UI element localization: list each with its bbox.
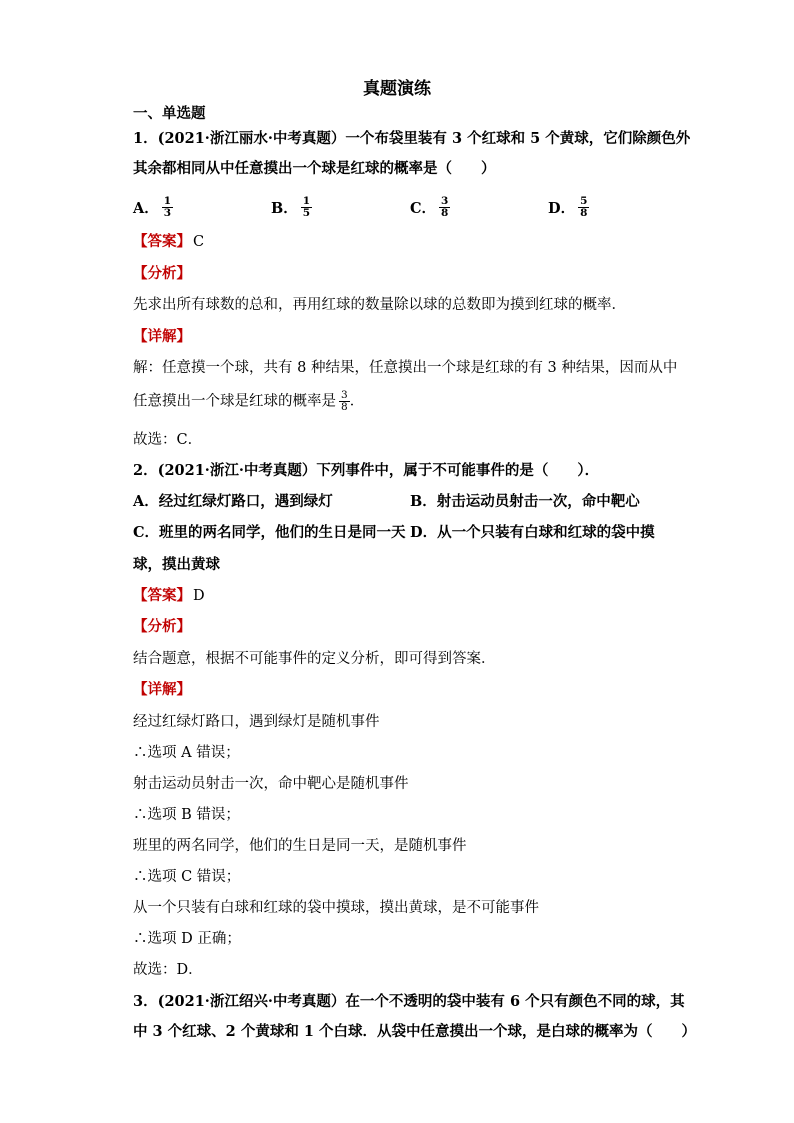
q2-conclusion: 故选：D． bbox=[133, 962, 203, 978]
q1-stem-line2: 其余都相同从中任意摸出一个球是红球的概率是（ ） bbox=[133, 160, 496, 177]
q3-stem-line2: 中 3 个红球、2 个黄球和 1 个白球．从袋中任意摸出一个球，是白球的概率为（ ） bbox=[133, 1023, 697, 1040]
numerator: 3 bbox=[341, 389, 348, 401]
option-letter: D． bbox=[548, 200, 576, 217]
q1-detail-line1: 解：任意摸一个球，共有 8 种结果，任意摸出一个球是红球的有 3 种结果，因而从中 bbox=[133, 360, 678, 376]
q1-option-a bbox=[133, 196, 173, 219]
section-heading: 一、单选题 bbox=[133, 105, 206, 122]
q2-analysis-tag: 【分析】 bbox=[133, 618, 191, 635]
q1-detail-line2 bbox=[133, 390, 364, 413]
q2-option-d: D．从一个只装有白球和红球的袋中摸 bbox=[410, 524, 655, 541]
numerator: 1 bbox=[302, 195, 311, 207]
q1-stem-line1: 1．(2021·浙江丽水·中考真题）一个布袋里装有 3 个红球和 5 个黄球，它们除颜色外 bbox=[133, 130, 691, 147]
q2-option-d-cont: 球，摸出黄球 bbox=[133, 556, 220, 573]
q1-conclusion: 故选：C． bbox=[133, 432, 203, 448]
fraction bbox=[439, 196, 450, 219]
q1-option-b bbox=[271, 196, 312, 219]
answer-value: D bbox=[193, 588, 205, 604]
q2-analysis: 结合题意，根据不可能事件的定义分析，即可得到答案． bbox=[133, 651, 496, 667]
q2-detail-line: 经过红绿灯路口，遇到绿灯是随机事件 bbox=[133, 714, 380, 730]
q1-analysis: 先求出所有球数的总和，再用红球的数量除以球的总数即为摸到红球的概率． bbox=[133, 297, 626, 313]
q1-option-d bbox=[548, 196, 589, 219]
q1-detail-tag: 【详解】 bbox=[133, 328, 191, 345]
detail-text: 任意摸出一个球是红球的概率是 bbox=[133, 393, 336, 410]
fraction bbox=[339, 390, 350, 413]
denominator: 5 bbox=[302, 207, 311, 219]
option-letter: B． bbox=[271, 200, 298, 217]
detail-text: ． bbox=[349, 393, 365, 410]
numerator: 3 bbox=[441, 195, 449, 207]
fraction bbox=[162, 196, 173, 219]
q1-option-c bbox=[410, 196, 450, 219]
q2-detail-line: 班里的两名同学，他们的生日是同一天，是随机事件 bbox=[133, 838, 467, 854]
q1-analysis-tag: 【分析】 bbox=[133, 265, 191, 282]
q2-detail-line: 射击运动员射击一次，命中靶心是随机事件 bbox=[133, 776, 409, 792]
fraction bbox=[578, 196, 589, 219]
page-title: 真题演练 bbox=[363, 79, 431, 99]
option-letter: A． bbox=[133, 200, 159, 217]
answer-tag: 【答案】 bbox=[133, 233, 191, 250]
q1-answer bbox=[133, 232, 204, 252]
q2-detail-line: 从一个只装有白球和红球的袋中摸球，摸出黄球，是不可能事件 bbox=[133, 900, 539, 916]
q2-stem: 2．(2021·浙江·中考真题）下列事件中，属于不可能事件的是（ ）． bbox=[133, 462, 600, 479]
q2-answer bbox=[133, 586, 205, 606]
numerator: 5 bbox=[580, 195, 588, 207]
q2-detail-line: ∴选项 A 错误； bbox=[133, 745, 240, 761]
denominator: 3 bbox=[163, 207, 172, 219]
denominator: 8 bbox=[580, 207, 588, 219]
q2-detail-tag: 【详解】 bbox=[133, 681, 191, 698]
q2-detail-line: ∴选项 D 正确； bbox=[133, 931, 241, 947]
q2-option-a: A．经过红绿灯路口，遇到绿灯 bbox=[133, 493, 333, 510]
answer-value: C bbox=[193, 234, 205, 250]
q2-option-c: C．班里的两名同学，他们的生日是同一天 bbox=[133, 524, 406, 541]
answer-tag: 【答案】 bbox=[133, 587, 191, 604]
q2-detail-line: ∴选项 C 错误； bbox=[133, 869, 241, 885]
numerator: 1 bbox=[163, 195, 172, 207]
denominator: 8 bbox=[441, 207, 449, 219]
fraction bbox=[301, 196, 312, 219]
denominator: 8 bbox=[341, 401, 348, 413]
q2-detail-line: ∴选项 B 错误； bbox=[133, 807, 240, 823]
q3-stem-line1: 3．(2021·浙江绍兴·中考真题）在一个不透明的袋中装有 6 个只有颜色不同的球，其 bbox=[133, 993, 685, 1010]
option-letter: C． bbox=[410, 200, 437, 217]
q2-option-b: B．射击运动员射击一次，命中靶心 bbox=[410, 493, 640, 510]
